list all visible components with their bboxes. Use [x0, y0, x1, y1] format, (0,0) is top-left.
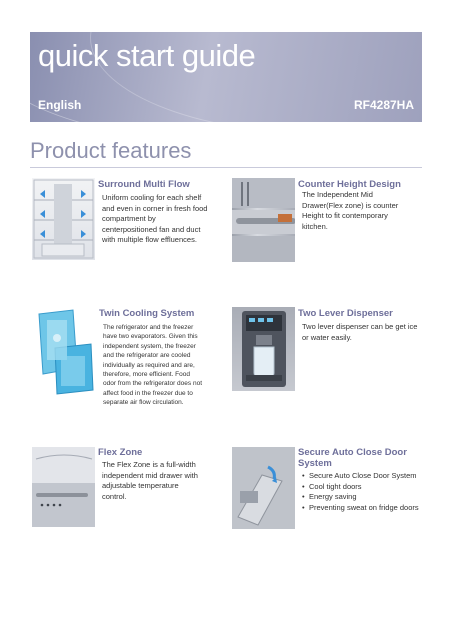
feature-bullets-secure-auto-close-door [302, 471, 422, 513]
feature-title-counter-height-design: Counter Height Design [298, 179, 401, 190]
feature-title-secure-auto-close-door: Secure Auto Close Door System [298, 447, 407, 469]
feature-text-twin-cooling-system: The refrigerator and the freezer have two evaporators. Given this independent system, the freezer and the refrigerator are cooled individually as required and are, therefore, more efficient. Food odor from the refrigerator does not affect food in the freezer due to separate air flow circulation. [103, 324, 202, 407]
feature-title-surround-multi-flow: Surround Multi Flow [98, 179, 190, 190]
feature-title-two-lever-dispenser: Two Lever Dispenser [298, 308, 393, 319]
feature-title-twin-cooling-system: Twin Cooling System [99, 308, 195, 319]
section-divider [30, 167, 422, 168]
flex-zone-image [32, 447, 95, 527]
surround-multi-flow-image [32, 178, 95, 260]
bullet-item: • Secure Auto Close Door System [302, 471, 422, 482]
secure-auto-close-door-image [232, 447, 295, 529]
feature-text-flex-zone: The Flex Zone is a full-width independent mid drawer with adjustable temperature control. [102, 460, 198, 501]
bullet-item: • Preventing sweat on fridge doors [302, 503, 422, 514]
feature-title-flex-zone: Flex Zone [98, 447, 143, 458]
bullet-item: • Cool tight doors [302, 482, 422, 493]
twin-cooling-system-image [33, 308, 96, 396]
document-title: quick start guide [38, 38, 256, 73]
two-lever-dispenser-image [232, 307, 295, 391]
language-label: English [38, 98, 82, 112]
feature-text-two-lever-dispenser: Two lever dispenser can be get ice or water easily. [302, 322, 418, 342]
bullet-item: • Energy saving [302, 492, 422, 503]
header-band [30, 32, 422, 122]
counter-height-design-image [232, 178, 295, 262]
section-title: Product features [30, 138, 192, 163]
feature-text-surround-multi-flow: Uniform cooling for each shelf and even in corner in fresh food compartment by centerpositioned fan and duct with multiple flow effluences. [102, 193, 208, 244]
model-number: RF4287HA [353, 98, 414, 112]
feature-text-counter-height-design: The Independent Mid Drawer(Flex zone) is counter Height to fit contemporary kitchen. [302, 190, 399, 231]
